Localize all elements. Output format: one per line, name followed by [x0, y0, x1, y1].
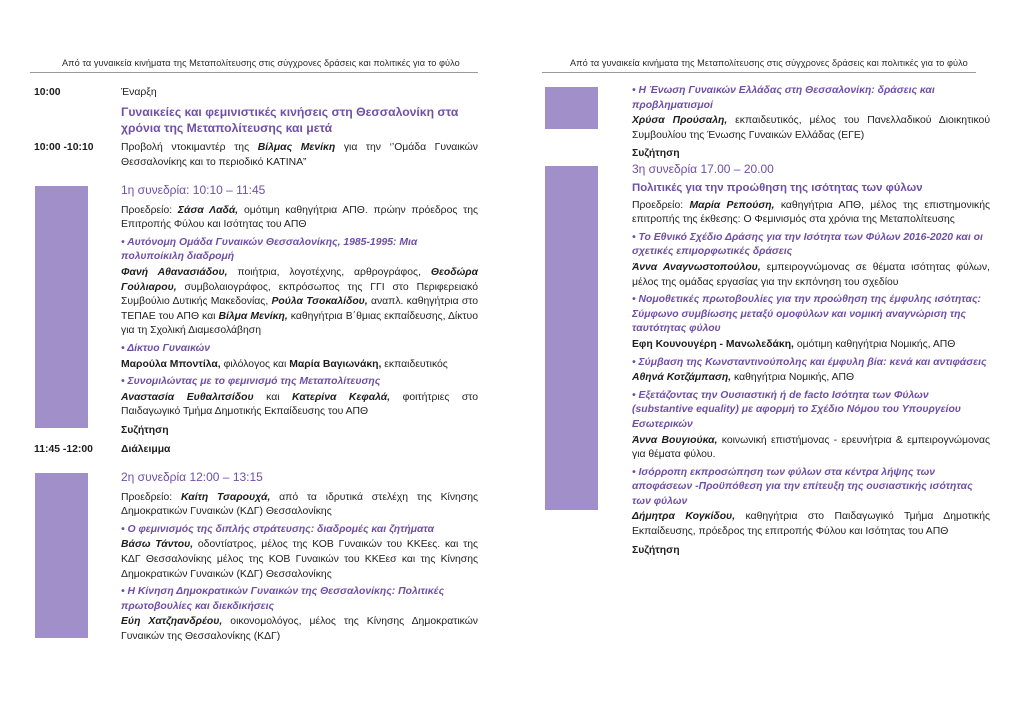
- opening-label: Έναρξη: [121, 87, 157, 98]
- session-2-chair: Προεδρείο: Καίτη Τσαρουχά, από τα ιδρυτικά στελέχη της Κίνησης Δημοκρατικών Γυναικών (ΚΔΓ) Θεσσαλονίκης: [121, 491, 478, 518]
- screening-block: [121, 141, 478, 173]
- session-3-discussion: Συζήτηση: [632, 544, 680, 556]
- session-1-topic-2: • Δίκτυο Γυναικών: [121, 342, 211, 354]
- session-3-speakers-4: Άννα Βουγιούκα, κοινωνική επιστήμονας - ερευνήτρια & εμπειρογνώμονας για θέματα φύλου.: [632, 434, 990, 461]
- conference-title: Γυναικείες και φεμινιστικές κινήσεις στη Θεσσαλονίκη στα χρόνια της Μεταπολίτευσης και μετά: [121, 104, 459, 135]
- session-3-title: Πολιτικές για την προώθηση της ισότητας των φύλων: [632, 181, 923, 194]
- session-1-topic-1: • Αυτόνομη Ομάδα Γυναικών Θεσσαλονίκης, 1985-1995: Μια πολυποίκιλη διαδρομή: [121, 236, 418, 263]
- session-3-color-bar: [545, 166, 598, 510]
- session-2-topic-3: • Η Ένωση Γυναικών Ελλάδας στη Θεσσαλονίκη: δράσεις και προβληματισμοί: [632, 85, 935, 111]
- opening-block: [121, 86, 478, 139]
- session-3-chair: Προεδρείο: Μαρία Ρεπούση, καθηγήτρια ΑΠΘ, μέλος της επιστημονικής επιτροπής της έκθεσης: Ο Φεμινισμός στα χρόνια της Μεταπολίτευσης: [632, 199, 990, 226]
- session-2-heading: 2η συνεδρία 12:00 – 13:15: [121, 470, 263, 484]
- time-10-00: 10:00: [34, 87, 61, 98]
- break-label: Διάλειμμα: [121, 444, 171, 455]
- session-1-topic-3: • Συνομιλώντας με το φεμινισμό της Μεταπολίτευσης: [121, 376, 381, 388]
- session-2-speakers-2: Εύη Χατζηανδρέου, οικονομολόγος, μέλος της Κίνησης Δημοκρατικών Γυναικών της Θεσσαλονίκης (ΚΔΓ): [121, 616, 479, 642]
- session-2-continued-color-bar: [545, 87, 598, 129]
- session-2-speakers-3: Χρύσα Προύσαλη, εκπαιδευτικός, μέλος του Πανελλαδικού Διοικητικού Συμβουλίου της Ένωσης Γυναικών Ελλάδας (ΕΓΕ): [632, 115, 991, 141]
- session-3-speakers-3: Αθηνά Κοτζάμπαση, καθηγήτρια Νομικής, ΑΠΘ: [632, 372, 855, 384]
- session-3-block: [632, 162, 990, 558]
- session-3-topic-1: • Το Εθνικό Σχέδιο Δράσης για την Ισότητα των Φύλων 2016-2020 και οι σχετικές επιμορφωτικές δράσεις: [632, 231, 983, 258]
- session-3-speakers-5: Δήμητρα Κογκίδου, καθηγήτρια στο Παιδαγωγικό Τμήμα Δημοτικής Εκπαίδευσης, πρόεδρος της επιτροπής Φύλου και Ισότητας του ΑΠΘ: [632, 511, 990, 538]
- session-1-speakers-2: Μαρούλα Μποντίλα, φιλόλογος και Μαρία Βαγιωνάκη, εκπαιδευτικός: [121, 358, 448, 370]
- session-2-continued-block: [632, 84, 990, 162]
- session-1-speakers-3: Αναστασία Ευθαλιτσίδου και Κατερίνα Κεφαλά, φοιτήτριες στο Παιδαγωγικό Τμήμα Δημοτικής Εκπαίδευσης του ΑΠΘ: [121, 391, 479, 418]
- running-header-left: Από τα γυναικεία κινήματα της Μεταπολίτευσης στις σύγχρονες δράσεις και πολιτικές για το φύλο: [62, 58, 460, 68]
- session-2-discussion: Συζήτηση: [632, 148, 680, 160]
- session-2-topic-1: • Ο φεμινισμός της διπλής στράτευσης: διαδρομές και ζητήματα: [121, 523, 435, 535]
- session-1-speakers-1: Φανή Αθανασιάδου, ποιήτρια, λογοτέχνης, αρθρογράφος, Θεοδώρα Γούλιαρου, συμβολαιογράφος, εκπρόσωπος της ΓΓΙ στο Περιφερειακό Συμβούλιο Δυτικής Μακεδονίας, Ρούλα Τσοκαλίδου, αναπλ. καθηγήτρια στο ΤΕΠΑΕ του ΑΠΘ και Βίλμα Μενίκη, καθηγήτρια Β΄θμιας εκπαίδευσης, Δίκτυο για τη Σχολική Διαμεσολάβηση: [121, 266, 479, 337]
- session-3-speakers-2: Εφη Κουνουγέρη - Μανωλεδάκη, ομότιμη καθηγήτρια Νομικής, ΑΠΘ: [632, 338, 956, 350]
- time-11-45-12-00: 11:45 -12:00: [34, 444, 93, 455]
- session-2-color-bar: [35, 473, 88, 638]
- screening-text: Προβολή ντοκιμαντέρ της Βίλμας Μενίκη για την ‘’Ομάδα Γυναικών Θεσσαλονίκης και το περιοδικό ΚΑΤΙΝΑ”: [121, 142, 478, 168]
- session-1-block: [121, 183, 478, 439]
- session-3-topic-4: • Εξετάζοντας την Ουσιαστική ή de facto Ισότητα των Φύλων (substantive equality) με αφορμή το Σχέδιο Νόμου του Υπουργείου Εσωτερικών: [632, 389, 961, 430]
- session-3-topic-5: • Ισόρροπη εκπροσώπηση των φύλων στα κέντρα λήψης των αποφάσεων -Προϋπόθεση για την επίτευξη της ουσιαστικής ισότητας των φύλων: [632, 466, 973, 507]
- session-3-heading: 3η συνεδρία 17.00 – 20.00: [632, 162, 774, 176]
- session-2-speakers-1: Βάσω Τάντου, οδοντίατρος, μέλος της ΚΟΒ Γυναικών του ΚΚΕες. και της ΚΔΓ Θεσσαλονίκης μέλος της ΚΟΒ Γυναικών του ΚΚΕεσ και της Κίνησης Δημοκρατικών Γυναικών (ΚΔΓ) Θεσσαλονίκης: [121, 539, 478, 580]
- session-2-topic-2: • Η Κίνηση Δημοκρατικών Γυναικών της Θεσσαλονίκης: Πολιτικές πρωτοβουλίες και διεκδικήσεις: [121, 586, 445, 612]
- session-2-block: [121, 470, 478, 648]
- time-10-00-10-10: 10:00 -10:10: [34, 142, 94, 153]
- running-header-right: Από τα γυναικεία κινήματα της Μεταπολίτευσης στις σύγχρονες δράσεις και πολιτικές για το φύλο: [570, 58, 968, 68]
- session-3-speakers-1: Άννα Αναγνωστοπούλου, εμπειρογνώμονας σε θέματα ισότητας φύλων, μέλος της ομάδας εργασίας για την εκπόνηση του σχεδίου: [632, 261, 991, 288]
- session-1-heading: 1η συνεδρία: 10:10 – 11:45: [121, 183, 266, 197]
- session-3-topic-3: • Σύμβαση της Κωνσταντινούπολης και έμφυλη βία: κενά και αντιφάσεις: [632, 356, 987, 368]
- session-1-chair: Προεδρείο: Σάσα Λαδά, ομότιμη καθηγήτρια ΑΠΘ. πρώην πρόεδρος της Επιτροπής Φύλου και Ισότητας του ΑΠΘ: [121, 204, 479, 231]
- session-1-color-bar: [35, 186, 88, 428]
- break-block: [121, 443, 478, 458]
- header-rule-left: [30, 72, 478, 73]
- header-rule-right: [542, 72, 976, 73]
- session-1-discussion: Συζήτηση: [121, 424, 169, 436]
- session-3-topic-2: • Νομοθετικές πρωτοβουλίες για την προώθηση της έμφυλης ισότητας: Σύμφωνο συμβίωσης μεταξύ ομοφύλων και νομική αναγνώριση της ταυτότητας φύλου: [632, 294, 981, 335]
